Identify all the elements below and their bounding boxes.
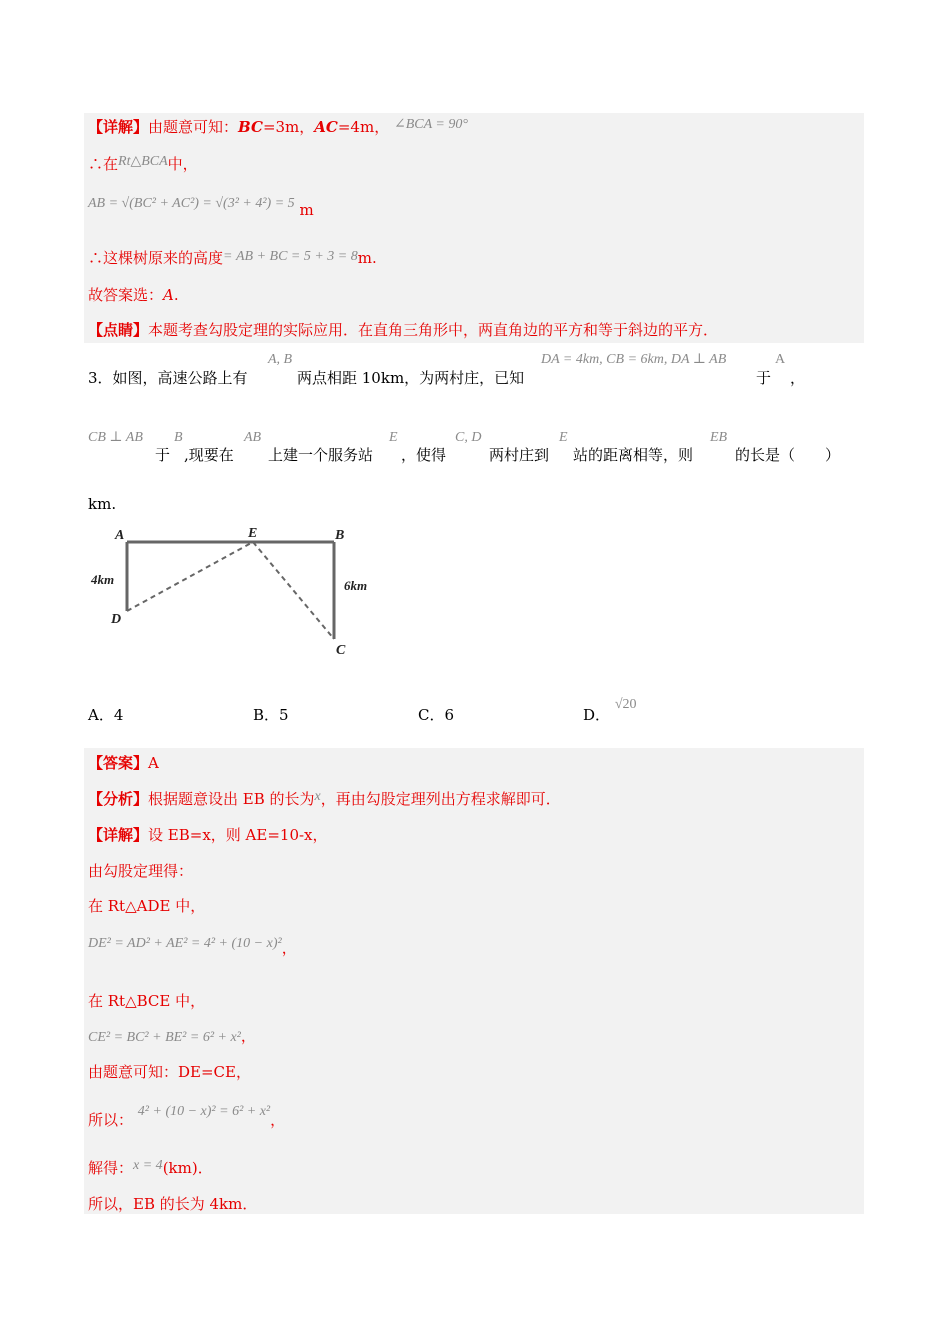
dianjing-line: 【点睛】本题考查勾股定理的实际应用．在直角三角形中，两直角边的平方和等于斜边的平方． <box>88 321 719 339</box>
height-line: ∴这棵树原来的高度= AB + BC = 5 + 3 = 8m. <box>88 249 377 267</box>
eq-ce: CE² = BC² + BE² = 6² + x² <box>88 1030 241 1045</box>
solution-block-3 <box>84 748 864 1214</box>
detail-line-1: 【详解】由题意可知：BC=3m，AC=4m， ∠BCA = 90° <box>88 117 468 136</box>
eq-de: DE² = AD² + AE² = 4² + (10 − x)² <box>88 936 282 951</box>
eq-de-line: DE² = AD² + AE² = 4² + (10 − x)²， <box>88 936 297 957</box>
label-d: D <box>111 612 122 627</box>
rt-line: ∴在Rt△BCA中， <box>88 154 198 173</box>
geometry-figure <box>88 522 388 667</box>
option-b: B．5 <box>253 706 289 724</box>
rt-ade-line: 在 Rt△ADE 中， <box>88 897 206 915</box>
option-d: D． √20 <box>583 697 637 724</box>
ab-formula-line: AB = √(BC² + AC²) = √(3² + 4²) = 5 m <box>88 196 314 219</box>
fenxi-line: 【分析】根据题意设出 EB 的长为x，再由勾股定理列出方程求解即可． <box>88 789 561 808</box>
daan-line: 【答案】A <box>88 754 159 772</box>
answer-line-1: 故答案选：A. <box>88 286 179 304</box>
de-ce-line: 由题意可知：DE=CE， <box>88 1063 251 1081</box>
label-c: C <box>336 643 346 658</box>
label-a: A <box>115 528 125 543</box>
label-e: E <box>248 526 258 541</box>
label-b: B <box>335 528 345 543</box>
jiede-line: 解得：x = 4(km)． <box>88 1158 213 1177</box>
option-c: C．6 <box>418 706 455 724</box>
option-a: A．4 <box>88 706 124 724</box>
segment-ec <box>253 542 334 639</box>
label-da-length: 4km <box>91 572 115 587</box>
eq-main: 4² + (10 − x)² = 6² + x² <box>137 1104 271 1119</box>
rt-bce-line: 在 Rt△BCE 中， <box>88 992 206 1010</box>
xiangjie-line-3: 【详解】设 EB=x，则 AE=10-x， <box>88 826 328 844</box>
detail-tag: 【详解】 <box>88 118 149 136</box>
segment-de <box>127 542 253 611</box>
angle-formula: ∠BCA = 90° <box>393 117 468 132</box>
gougu-line: 由勾股定理得： <box>88 862 194 880</box>
eq-ce-line: CE² = BC² + BE² = 6² + x²， <box>88 1027 256 1045</box>
label-cb-length: 6km <box>344 578 368 593</box>
suoyi-eq-line: 所以： 4² + (10 − x)² = 6² + x²， <box>88 1104 286 1129</box>
ab-formula: AB = √(BC² + AC²) = √(3² + 4²) = 5 <box>88 196 295 211</box>
solution-block-1 <box>84 113 864 343</box>
final-line: 所以，EB 的长为 4km． <box>88 1195 258 1213</box>
